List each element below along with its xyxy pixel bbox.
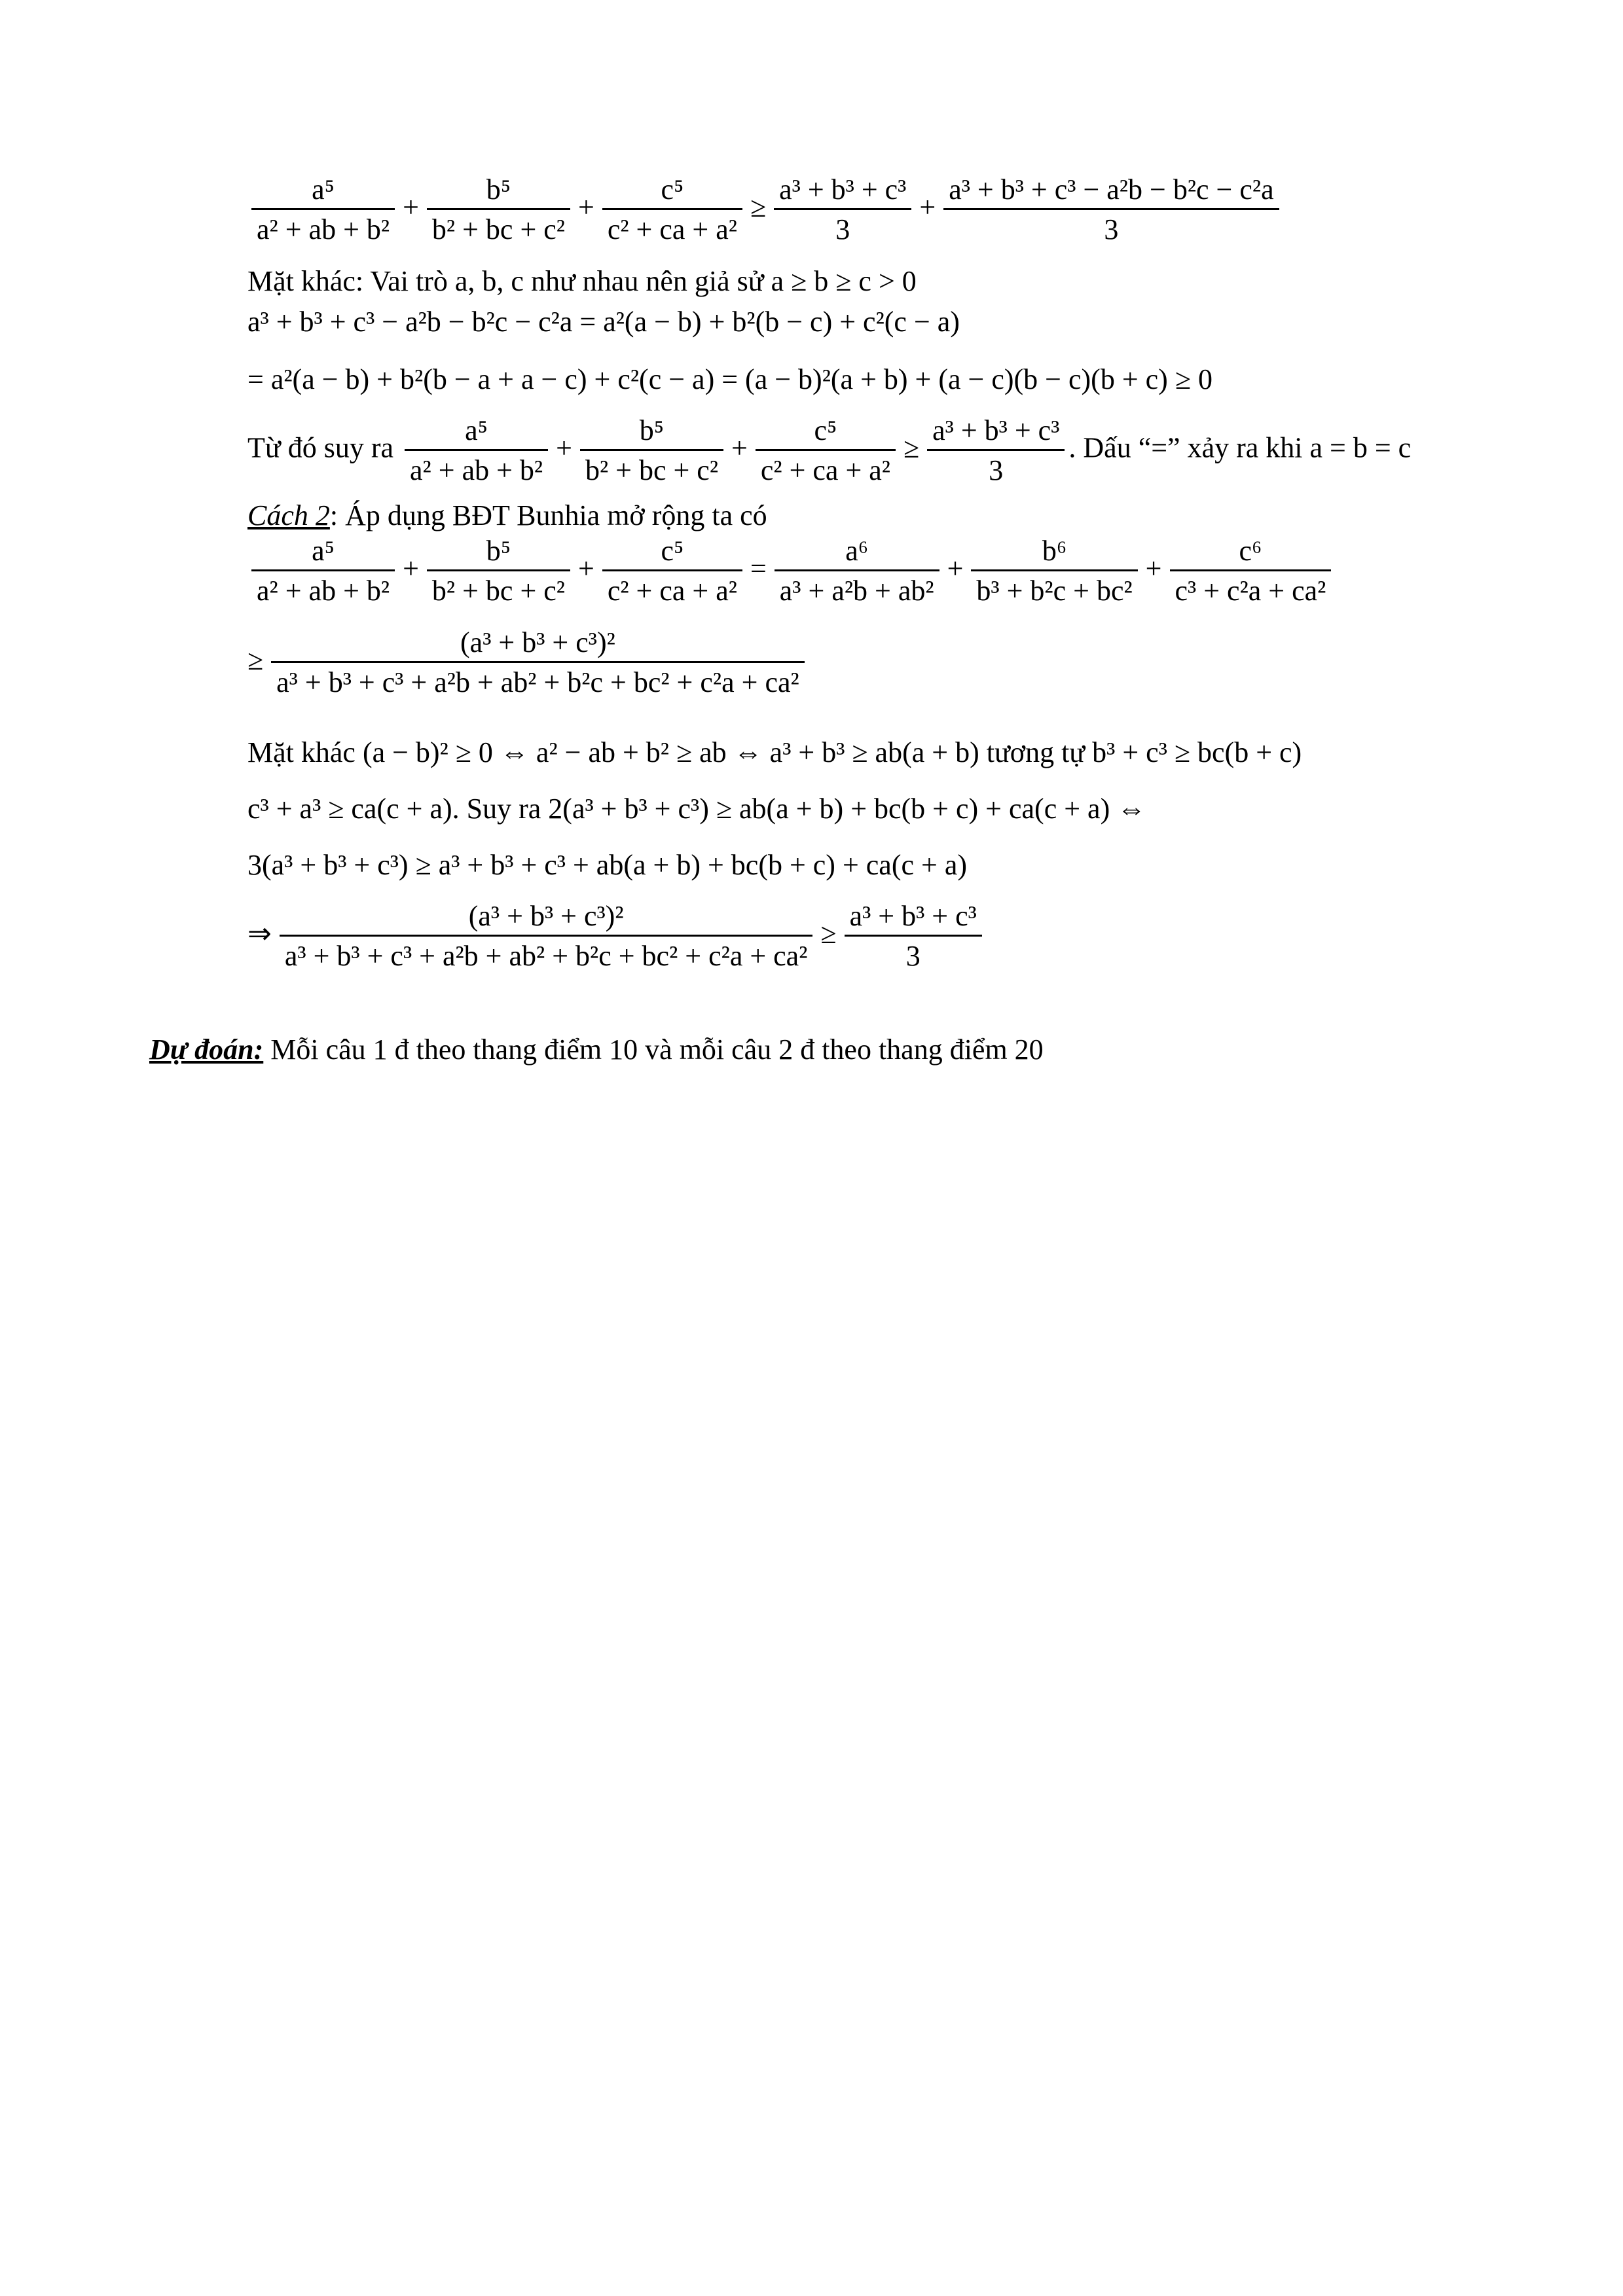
denominator: c² + ca + a²	[602, 569, 742, 605]
fraction	[943, 175, 1279, 244]
math-line-3	[247, 308, 960, 336]
fraction	[602, 175, 742, 244]
paragraph-text: . Suy ra	[452, 793, 549, 825]
denominator: b² + bc + c²	[427, 208, 570, 244]
text-line-2	[247, 267, 917, 296]
plus-sign: +	[403, 552, 419, 584]
paragraph-text: Mỗi câu 1 đ theo thang điểm 10 và mỗi câu 2 đ theo thang điểm 20	[263, 1033, 1044, 1066]
math-line-11	[247, 851, 967, 880]
plus-sign: +	[1145, 552, 1162, 584]
text-line-9	[247, 738, 1302, 767]
plus-sign: +	[731, 431, 748, 464]
equals-sign: =	[750, 552, 767, 584]
numerator: a⁶	[845, 535, 869, 567]
plus-sign: +	[577, 552, 594, 584]
fraction	[1170, 537, 1332, 605]
denominator: c³ + c²a + ca²	[1170, 569, 1332, 605]
inequality-line-12	[247, 902, 986, 971]
numerator: a⁵	[312, 535, 335, 567]
paragraph-text: Mặt khác: Vai trò a, b, c như nhau nên giả sử	[247, 265, 764, 297]
fraction	[427, 175, 570, 244]
numerator: a⁵	[465, 414, 488, 446]
math-expression: a³ + b³ + c³ − a²b − b²c − c²a = a²(a − b) + b²(b − c) + c²(c − a)	[247, 306, 960, 338]
denominator: a² + ab + b²	[251, 569, 395, 605]
numerator: (a³ + b³ + c³)²	[460, 626, 615, 658]
prediction-line-13	[149, 1035, 1044, 1064]
fraction	[845, 902, 982, 971]
math-expression: 2(a³ + b³ + c³) ≥ ab(a + b) + bc(b + c) + ca(c + a) ⇔	[548, 793, 1146, 825]
denominator: 3	[845, 935, 982, 971]
numerator: c⁵	[814, 414, 837, 446]
numerator: a³ + b³ + c³	[932, 414, 1060, 446]
numerator: c⁵	[661, 535, 684, 567]
fraction	[280, 902, 813, 971]
denominator: a² + ab + b²	[251, 208, 395, 244]
plus-sign: +	[919, 190, 936, 223]
fraction	[580, 416, 723, 485]
method-heading: Cách 2	[247, 499, 330, 531]
denominator: c² + ca + a²	[602, 208, 742, 244]
math-expression: (a − b)² ≥ 0 ⇔ a² − ab + b² ≥ ab ⇔ a³ + b³ ≥ ab(a + b)	[362, 736, 979, 768]
math-line-4	[247, 365, 1213, 394]
geq-sign: ≥	[820, 917, 837, 950]
fraction	[756, 416, 896, 485]
denominator: a³ + a²b + ab²	[775, 569, 939, 605]
geq-sign: ≥	[903, 431, 920, 464]
inequality-line-1	[247, 175, 1283, 244]
implies-arrow: ⇒	[247, 917, 272, 950]
conclusion-line-5	[247, 416, 1411, 485]
denominator: b² + bc + c²	[427, 569, 570, 605]
fraction	[427, 537, 570, 605]
fraction	[927, 416, 1065, 485]
math-expression: b³ + c³ ≥ bc(b + c)	[1092, 736, 1302, 768]
denominator: a³ + b³ + c³ + a²b + ab² + b²c + bc² + c²a + ca²	[271, 661, 805, 697]
method-heading-line-6	[247, 501, 767, 530]
plus-sign: +	[556, 431, 572, 464]
fraction	[251, 175, 395, 244]
plus-sign: +	[403, 190, 419, 223]
fraction	[971, 537, 1137, 605]
fraction	[271, 628, 805, 697]
numerator: c⁶	[1239, 535, 1262, 567]
numerator: b⁵	[639, 414, 665, 446]
numerator: a³ + b³ + c³	[849, 900, 977, 932]
numerator: c⁵	[661, 173, 684, 206]
denominator: 3	[774, 208, 911, 244]
numerator: b⁶	[1042, 535, 1067, 567]
numerator: (a³ + b³ + c³)²	[468, 900, 624, 932]
plus-sign: +	[947, 552, 964, 584]
prediction-heading: Dự đoán:	[149, 1033, 264, 1066]
numerator: a⁵	[312, 173, 335, 206]
geq-sign: ≥	[750, 190, 767, 223]
numerator: b⁵	[486, 173, 511, 206]
text-line-10	[247, 795, 1146, 823]
plus-sign: +	[577, 190, 594, 223]
denominator: 3	[943, 208, 1279, 244]
fraction	[251, 537, 395, 605]
math-expression: = a²(a − b) + b²(b − a + a − c) + c²(c − a) = (a − b)²(a + b) + (a − c)(b − c)(b + c) ≥ 0	[247, 363, 1213, 395]
paragraph-text: Từ đó suy ra	[247, 431, 394, 464]
inequality-line-8	[247, 628, 809, 697]
geq-sign: ≥	[247, 643, 264, 676]
denominator: a³ + b³ + c³ + a²b + ab² + b²c + bc² + c²a + ca²	[280, 935, 813, 971]
denominator: b² + bc + c²	[580, 449, 723, 485]
numerator: a³ + b³ + c³	[779, 173, 907, 206]
denominator: 3	[927, 449, 1065, 485]
denominator: b³ + b²c + bc²	[971, 569, 1137, 605]
fraction	[774, 175, 911, 244]
paragraph-text: . Dấu “=” xảy ra khi a = b = c	[1068, 431, 1412, 464]
fraction	[775, 537, 939, 605]
math-expression: a ≥ b ≥ c > 0	[763, 265, 917, 297]
math-expression: c³ + a³ ≥ ca(c + a)	[247, 793, 452, 825]
paragraph-text: tương tự	[979, 736, 1093, 768]
fraction	[405, 416, 548, 485]
numerator: b⁵	[486, 535, 511, 567]
fraction	[602, 537, 742, 605]
paragraph-text: : Áp dụng BĐT Bunhia mở rộng ta có	[329, 499, 767, 531]
inequality-line-7	[247, 537, 1335, 605]
denominator: c² + ca + a²	[756, 449, 896, 485]
denominator: a² + ab + b²	[405, 449, 548, 485]
paragraph-text: Mặt khác	[247, 736, 356, 768]
math-expression: 3(a³ + b³ + c³) ≥ a³ + b³ + c³ + ab(a + b) + bc(b + c) + ca(c + a)	[247, 849, 968, 881]
numerator: a³ + b³ + c³ − a²b − b²c − c²a	[949, 173, 1274, 206]
